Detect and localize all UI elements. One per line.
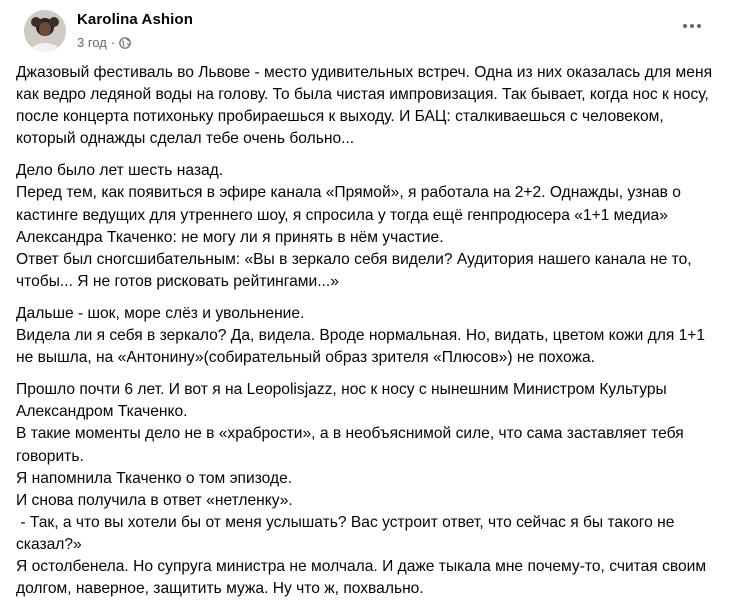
avatar-photo bbox=[24, 10, 66, 52]
globe-icon bbox=[119, 37, 131, 49]
author-name[interactable]: Karolina Ashion bbox=[77, 11, 193, 28]
more-options-button[interactable] bbox=[674, 14, 710, 38]
post-paragraph: Дело было лет шесть назад. Перед тем, как появиться в эфире канала «Прямой», я работала на 2+2. Однажды, узнав о кастинге ведущих для утреннего шоу, я спросила у тогда ещё генпродюсера «1+1 медиа» Александра Ткаченко: не могу ли я принять в нём участие. Ответ был сногсшибательным: «Вы в зеркало себя видели? Аудитория нашего канала не то, чтобы... Я не готов рисковать рейтингами...» bbox=[16, 162, 692, 290]
post-paragraph: Дальше - шок, море слёз и увольнение. Видела ли я себя в зеркало? Да, видела. Вроде нормальная. Но, видать, цветом кожи для 1+1 не вышла, на «Антонину»(собирательный образ зрителя «Плюсов») не похожа. bbox=[16, 304, 706, 367]
post-body bbox=[13, 58, 722, 600]
post-paragraph: Прошло почти 6 лет. И вот я на Leopolisjazz, нос к носу с нынешним Министром Культуры Александром Ткаченко. В такие моменты дело не в «храбрости», а в необъяснимой силе, что сама заставляет тебя говорить. Я напомнила Ткаченко о том эпизоде. И снова получила в ответ «нетленку». - Так, а что вы хотели бы от меня услышать? Вас устроит ответ, что сейчас я бы такого не сказал?» Я остолбенела. Но супруга министра не молчала. И даже тыкала мне почему-то, считая своим долгом, наверное, защитить мужа. Ну что ж, похвально. bbox=[16, 381, 707, 598]
more-horizontal-icon bbox=[683, 24, 687, 28]
avatar[interactable] bbox=[24, 10, 66, 52]
meta-separator: · bbox=[110, 35, 116, 50]
post-meta bbox=[77, 35, 131, 50]
post-paragraph: Джазовый фестиваль во Львове - место удивительных встреч. Одна из них оказалась для меня как ведро ледяной воды на голову. То была чистая импровизация. Так бывает, когда нос к носу, после концерта потихоньку пробираешься к выходу. И БАЦ: сталкиваешься с человеком, который однажды сделал тебе очень больно... bbox=[16, 64, 717, 148]
post-time[interactable]: 3 год bbox=[77, 35, 107, 50]
post-header bbox=[13, 0, 722, 58]
